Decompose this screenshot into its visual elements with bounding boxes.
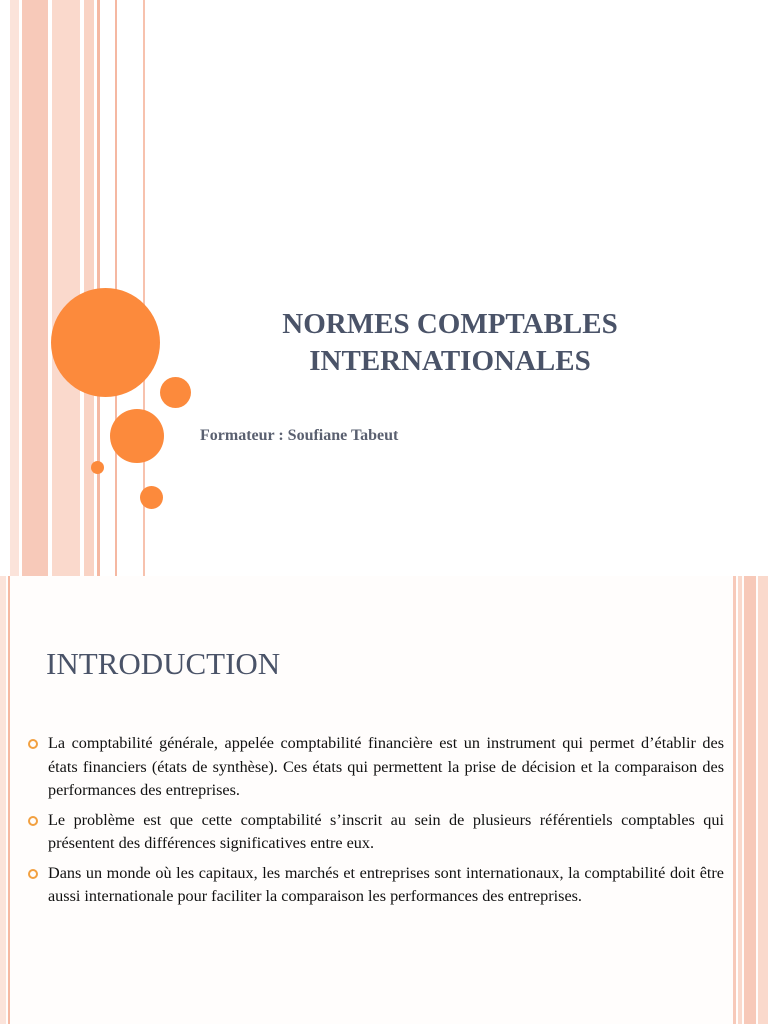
slide-title bbox=[232, 306, 668, 380]
introduction-slide bbox=[0, 576, 768, 1024]
decor-stripe bbox=[10, 0, 19, 576]
decor-stripe bbox=[0, 576, 6, 1024]
decor-circle bbox=[140, 486, 163, 509]
bullet-text: La comptabilité générale, appelée comptabilité financière est un instrument qui permet d’établir des états financiers (états de synthèse). Ces états qui permettent la prise de décision et la comparaison des performances des entreprises. bbox=[48, 734, 724, 799]
introduction-title: INTRODUCTION bbox=[46, 646, 281, 681]
bullet-list bbox=[28, 732, 724, 915]
decor-circle bbox=[110, 409, 164, 463]
circle-bullet-icon bbox=[28, 816, 38, 826]
decor-stripe bbox=[8, 576, 10, 1024]
decor-stripe bbox=[84, 0, 94, 576]
circle-bullet-icon bbox=[28, 739, 38, 749]
list-item bbox=[28, 862, 724, 909]
decor-circle-large bbox=[51, 288, 160, 397]
list-item bbox=[28, 809, 724, 856]
decor-stripe bbox=[22, 0, 48, 576]
decor-stripe bbox=[52, 0, 80, 576]
slide-subtitle: Formateur : Soufiane Tabeut bbox=[200, 427, 399, 444]
circle-bullet-icon bbox=[28, 869, 38, 879]
decor-circle bbox=[160, 377, 191, 408]
bullet-text: Dans un monde où les capitaux, les marchés et entreprises sont internationaux, la comptabilité doit être aussi internationale pour faciliter la comparaison les performances des entreprises. bbox=[48, 863, 724, 905]
decor-circle-small bbox=[91, 461, 104, 474]
decor-stripe bbox=[733, 576, 736, 1024]
list-item bbox=[28, 732, 724, 803]
bullet-text: Le problème est que cette comptabilité s’inscrit au sein de plusieurs référentiels comptables qui présentent des différences significatives entre eux. bbox=[48, 810, 724, 852]
slide-title-line2: INTERNATIONALES bbox=[309, 345, 591, 377]
decor-stripe bbox=[758, 576, 768, 1024]
decor-stripe bbox=[738, 576, 742, 1024]
slide-title-line1: NORMES COMPTABLES bbox=[282, 308, 618, 340]
decor-stripe bbox=[744, 576, 756, 1024]
